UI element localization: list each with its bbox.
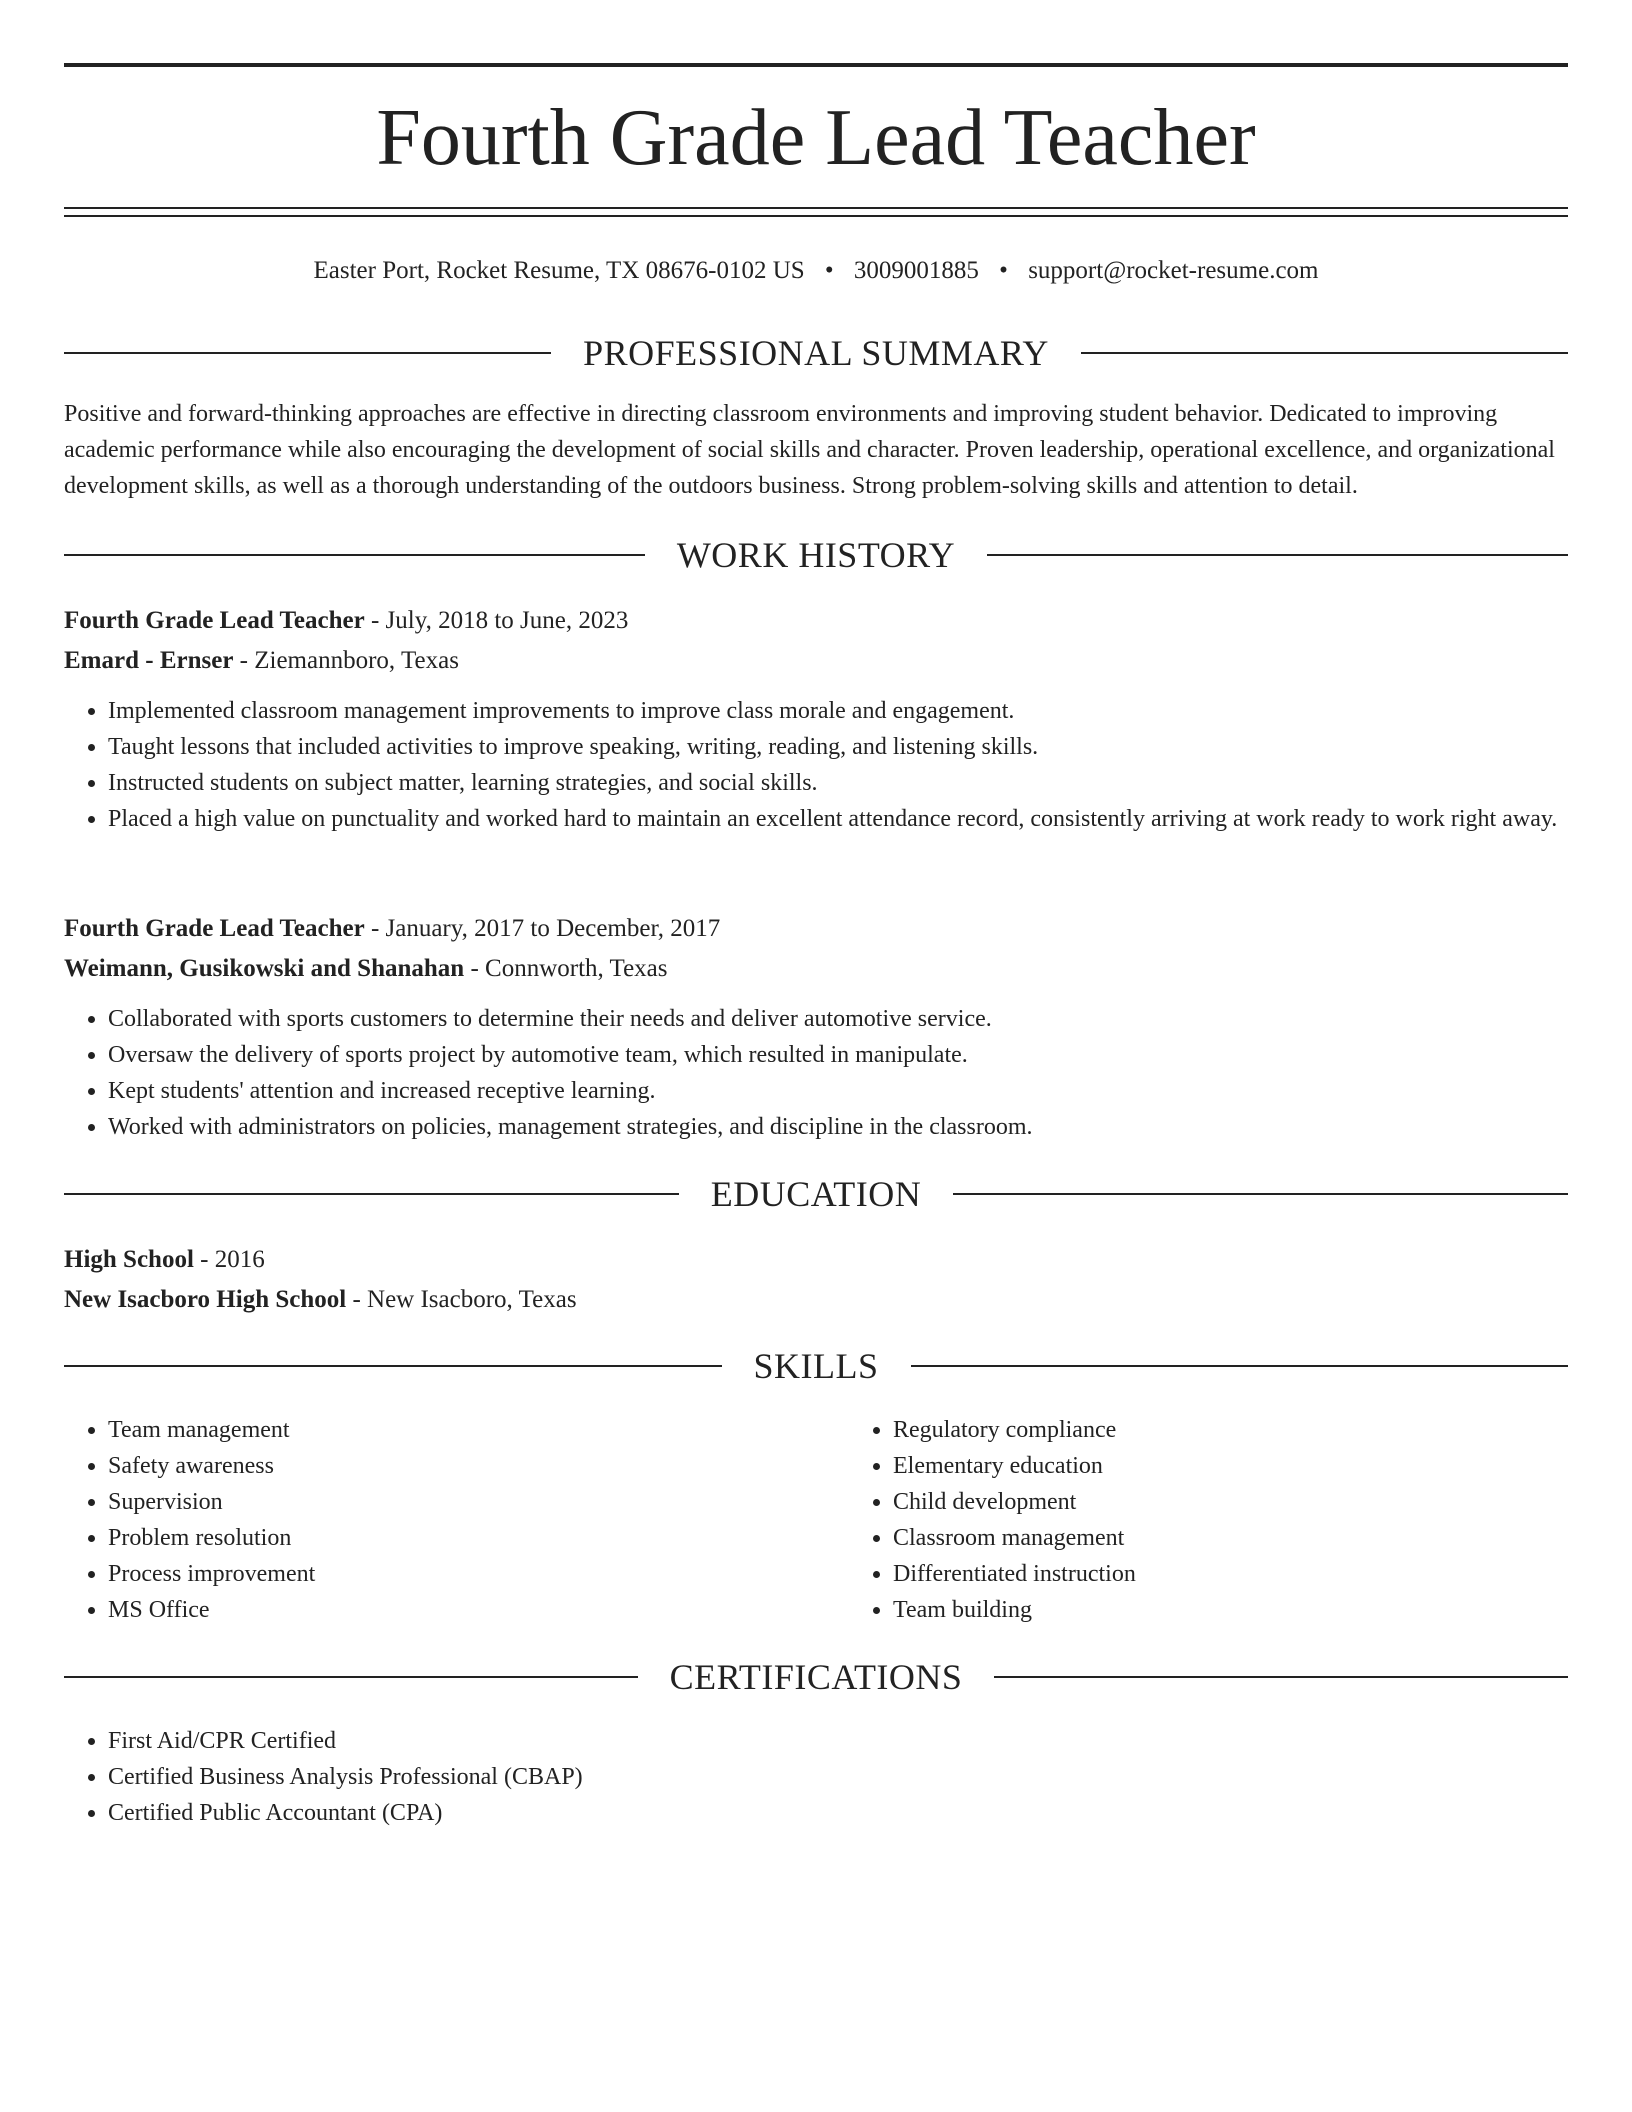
education-entry: [64, 1240, 1568, 1320]
list-item: • Classroom management: [893, 1520, 1632, 1556]
job-company-line: [64, 641, 1568, 681]
list-item: • Supervision: [108, 1484, 849, 1520]
certifications-list: [64, 1723, 1568, 1831]
section-title: CERTIFICATIONS: [669, 1657, 963, 1697]
heading-rule: [994, 1676, 1568, 1678]
job-location: - Connworth, Texas: [464, 955, 668, 982]
job-title-line: [64, 601, 1568, 641]
section-heading-education: [64, 1172, 1568, 1216]
job-bullets: [64, 1001, 1568, 1145]
list-item: • Team building: [893, 1592, 1632, 1628]
job-entry: [64, 601, 1568, 837]
contact-line: [64, 254, 1568, 288]
section-title: WORK HISTORY: [676, 535, 956, 575]
contact-separator: •: [824, 257, 834, 284]
contact-email: support@rocket-resume.com: [1028, 257, 1319, 284]
heading-rule: [987, 554, 1568, 556]
list-item: • Instructed students on subject matter, learning strategies, and social skills.: [108, 765, 1568, 801]
list-item: • Differentiated instruction: [893, 1556, 1632, 1592]
contact-address: Easter Port, Rocket Resume, TX 08676-0102 US: [313, 257, 805, 284]
heading-rule: [64, 352, 551, 354]
job-entry: [64, 909, 1568, 1145]
list-item: • MS Office: [108, 1592, 849, 1628]
list-item: • Worked with administrators on policies, management strategies, and discipline in the classroom.: [108, 1109, 1568, 1145]
page-title: Fourth Grade Lead Teacher: [376, 94, 1256, 182]
section-heading-summary: [64, 331, 1568, 375]
summary-text: Positive and forward-thinking approaches are effective in directing classroom environments and improving student behavior. Dedicated to improving academic performance while also encouraging the development of social skills and character. Proven leadership, operational excellence, and organizational development skills, as well as a thorough understanding of the outdoors business. Strong problem-solving skills and attention to detail.: [64, 401, 1555, 499]
section-heading-certifications: [64, 1655, 1568, 1699]
contact-separator: •: [999, 257, 1008, 284]
section-title: EDUCATION: [710, 1174, 922, 1214]
list-item: • Elementary education: [893, 1448, 1632, 1484]
heading-rule: [1081, 352, 1568, 354]
list-item: • Kept students' attention and increased receptive learning.: [108, 1073, 1568, 1109]
section-heading-work: [64, 533, 1568, 577]
list-item: • First Aid/CPR Certified: [108, 1723, 1568, 1759]
job-title-line: [64, 909, 1568, 949]
education-degree: High School: [64, 1246, 194, 1273]
education-degree-line: [64, 1240, 1568, 1280]
heading-rule: [64, 554, 645, 556]
job-dates: - July, 2018 to June, 2023: [364, 607, 629, 634]
list-item: • Problem resolution: [108, 1520, 849, 1556]
education-year: - 2016: [193, 1246, 265, 1273]
list-item: • Process improvement: [108, 1556, 849, 1592]
section-title: SKILLS: [753, 1346, 879, 1386]
title-rule-lower: [64, 215, 1568, 217]
list-item: • Certified Business Analysis Professional (CBAP): [108, 1759, 1568, 1795]
job-bullets: [64, 693, 1568, 837]
heading-rule: [911, 1365, 1569, 1367]
contact-phone: 3009001885: [853, 257, 979, 284]
section-title: PROFESSIONAL SUMMARY: [583, 333, 1049, 373]
section-heading-skills: [64, 1344, 1568, 1388]
skills-column-left: [64, 1412, 849, 1628]
list-item: • Collaborated with sports customers to determine their needs and deliver automotive service.: [108, 1001, 1568, 1037]
list-item: • Placed a high value on punctuality and worked hard to maintain an excellent attendance record, consistently arriving at work ready to work right away.: [108, 801, 1568, 837]
job-dates: - January, 2017 to December, 2017: [364, 915, 721, 942]
job-company: Weimann, Gusikowski and Shanahan: [64, 955, 465, 982]
job-title: Fourth Grade Lead Teacher: [64, 915, 365, 942]
list-item: • Team management: [108, 1412, 849, 1448]
skills-column-right: [849, 1412, 1632, 1628]
list-item: • Oversaw the delivery of sports project by automotive team, which resulted in manipulate.: [108, 1037, 1568, 1073]
job-title: Fourth Grade Lead Teacher: [64, 607, 365, 634]
job-company-line: [64, 949, 1568, 989]
heading-rule: [953, 1193, 1568, 1195]
list-item: • Child development: [893, 1484, 1632, 1520]
title-rule-upper: [64, 207, 1568, 209]
top-rule: [64, 63, 1568, 67]
list-item: • Taught lessons that included activities to improve speaking, writing, reading, and listening skills.: [108, 729, 1568, 765]
skills-list: [64, 1412, 1568, 1628]
job-company: Emard - Ernser: [64, 647, 234, 674]
list-item: • Certified Public Accountant (CPA): [108, 1795, 1568, 1831]
heading-rule: [64, 1676, 638, 1678]
list-item: • Implemented classroom management improvements to improve class morale and engagement.: [108, 693, 1568, 729]
job-location: - Ziemannboro, Texas: [233, 647, 459, 674]
list-item: • Regulatory compliance: [893, 1412, 1632, 1448]
heading-rule: [64, 1365, 722, 1367]
list-item: • Safety awareness: [108, 1448, 849, 1484]
summary-section: [64, 396, 1568, 504]
heading-rule: [64, 1193, 679, 1195]
education-school: New Isacboro High School: [64, 1286, 347, 1313]
education-location: - New Isacboro, Texas: [346, 1286, 577, 1313]
education-school-line: [64, 1280, 1568, 1320]
certifications-bullets: [64, 1723, 1568, 1831]
